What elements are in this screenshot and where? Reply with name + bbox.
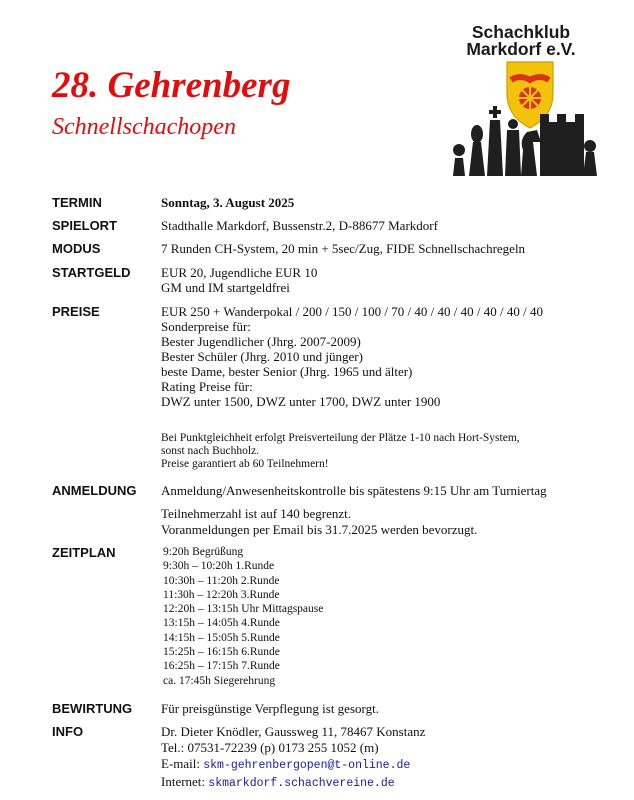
modus-label: MODUS bbox=[52, 241, 101, 256]
zeitplan-item: ca. 17:45h Siegerehrung bbox=[163, 674, 276, 687]
preise-label: PREISE bbox=[52, 304, 100, 319]
info-email-label: E-mail: bbox=[161, 756, 200, 771]
preise-line: DWZ unter 1500, DWZ unter 1700, DWZ unter 1900 bbox=[161, 394, 441, 409]
anmeldung-line: Anmeldung/Anwesenheitskontrolle bis spätestens 9:15 Uhr am Turniertag bbox=[161, 483, 547, 498]
startgeld-value bbox=[161, 265, 317, 295]
preise-line: Rating Preise für: bbox=[161, 379, 253, 394]
website-link[interactable]: skmarkdorf.schachvereine.de bbox=[208, 777, 395, 790]
zeitplan-item: 10:30h – 11:20h 2.Runde bbox=[163, 574, 280, 587]
zeitplan-item: 9:20h Begrüßung bbox=[163, 546, 244, 558]
zeitplan-item: 9:30h – 10:20h 1.Runde bbox=[163, 560, 275, 573]
info-address: Dr. Dieter Knödler, Gaussweg 11, 78467 Konstanz bbox=[161, 724, 426, 739]
preise-note: Bei Punktgleichheit erfolgt Preisverteilung der Plätze 1-10 nach Hort-System, bbox=[161, 432, 520, 444]
info-tel: Tel.: 07531-72239 (p) 0173 255 1052 (m) bbox=[161, 740, 379, 755]
preise-value bbox=[161, 304, 543, 409]
zeitplan-label: ZEITPLAN bbox=[52, 545, 116, 560]
club-logo bbox=[445, 24, 597, 176]
preise-line: beste Dame, bester Senior (Jhrg. 1965 und älter) bbox=[161, 364, 413, 379]
info-internet-label: Internet: bbox=[161, 774, 206, 789]
preise-note: sonst nach Buchholz. bbox=[161, 445, 260, 457]
anmeldung-line: Voranmeldungen per Email bis 31.7.2025 werden bevorzugt. bbox=[161, 522, 478, 537]
zeitplan-item: 13:15h – 14:05h 4.Runde bbox=[163, 617, 280, 630]
modus-value: 7 Runden CH-System, 20 min + 5sec/Zug, FIDE Schnellschachregeln bbox=[161, 241, 526, 256]
chess-pieces-icon bbox=[445, 24, 597, 176]
zeitplan-item: 15:25h – 16:15h 6.Runde bbox=[163, 646, 280, 659]
startgeld-label: STARTGELD bbox=[52, 265, 131, 280]
startgeld-line: EUR 20, Jugendliche EUR 10 bbox=[161, 265, 318, 280]
zeitplan-item: 12:20h – 13:15h Uhr Mittagspause bbox=[163, 603, 324, 616]
preise-line: Bester Schüler (Jhrg. 2010 und jünger) bbox=[161, 349, 363, 364]
spielort-label: SPIELORT bbox=[52, 218, 118, 233]
termin-label: TERMIN bbox=[52, 195, 102, 210]
logo-text-line1: Schachklub bbox=[471, 22, 571, 42]
anmeldung-line: Teilnehmerzahl ist auf 140 begrenzt. bbox=[161, 506, 352, 521]
preise-notes bbox=[161, 432, 520, 471]
info-label: INFO bbox=[52, 724, 84, 739]
email-link[interactable]: skm-gehrenbergopen@t-online.de bbox=[203, 759, 411, 772]
page-subtitle: Schnellschachopen bbox=[52, 114, 236, 140]
zeitplan-item: 16:25h – 17:15h 7.Runde bbox=[163, 660, 280, 673]
zeitplan-item: 14:15h – 15:05h 5.Runde bbox=[163, 631, 280, 644]
info-value bbox=[161, 724, 425, 792]
termin-value: Sonntag, 3. August 2025 bbox=[161, 195, 295, 210]
anmeldung-label: ANMELDUNG bbox=[52, 483, 137, 498]
info-email-row bbox=[161, 756, 425, 774]
bewirtung-value: Für preisgünstige Verpflegung ist gesorgt. bbox=[161, 701, 379, 716]
preise-line: Sonderpreise für: bbox=[161, 319, 251, 334]
preise-line: Bester Jugendlicher (Jhrg. 2007-2009) bbox=[161, 334, 361, 349]
preise-note: Preise garantiert ab 60 Teilnehmern! bbox=[161, 458, 329, 470]
zeitplan-item: 11:30h – 12:20h 3.Runde bbox=[163, 588, 280, 601]
bewirtung-label: BEWIRTUNG bbox=[52, 701, 133, 716]
page-title: 28. Gehrenberg bbox=[52, 65, 291, 106]
logo-text-line2: Markdorf e.V. bbox=[466, 39, 576, 59]
preise-line: EUR 250 + Wanderpokal / 200 / 150 / 100 / 70 / 40 / 40 / 40 / 40 / 40 / 40 bbox=[161, 304, 543, 319]
zeitplan-list bbox=[163, 545, 323, 688]
spielort-value: Stadthalle Markdorf, Bussenstr.2, D-88677 Markdorf bbox=[161, 218, 438, 233]
info-internet-row bbox=[161, 774, 425, 792]
startgeld-line: GM und IM startgeldfrei bbox=[161, 280, 290, 295]
